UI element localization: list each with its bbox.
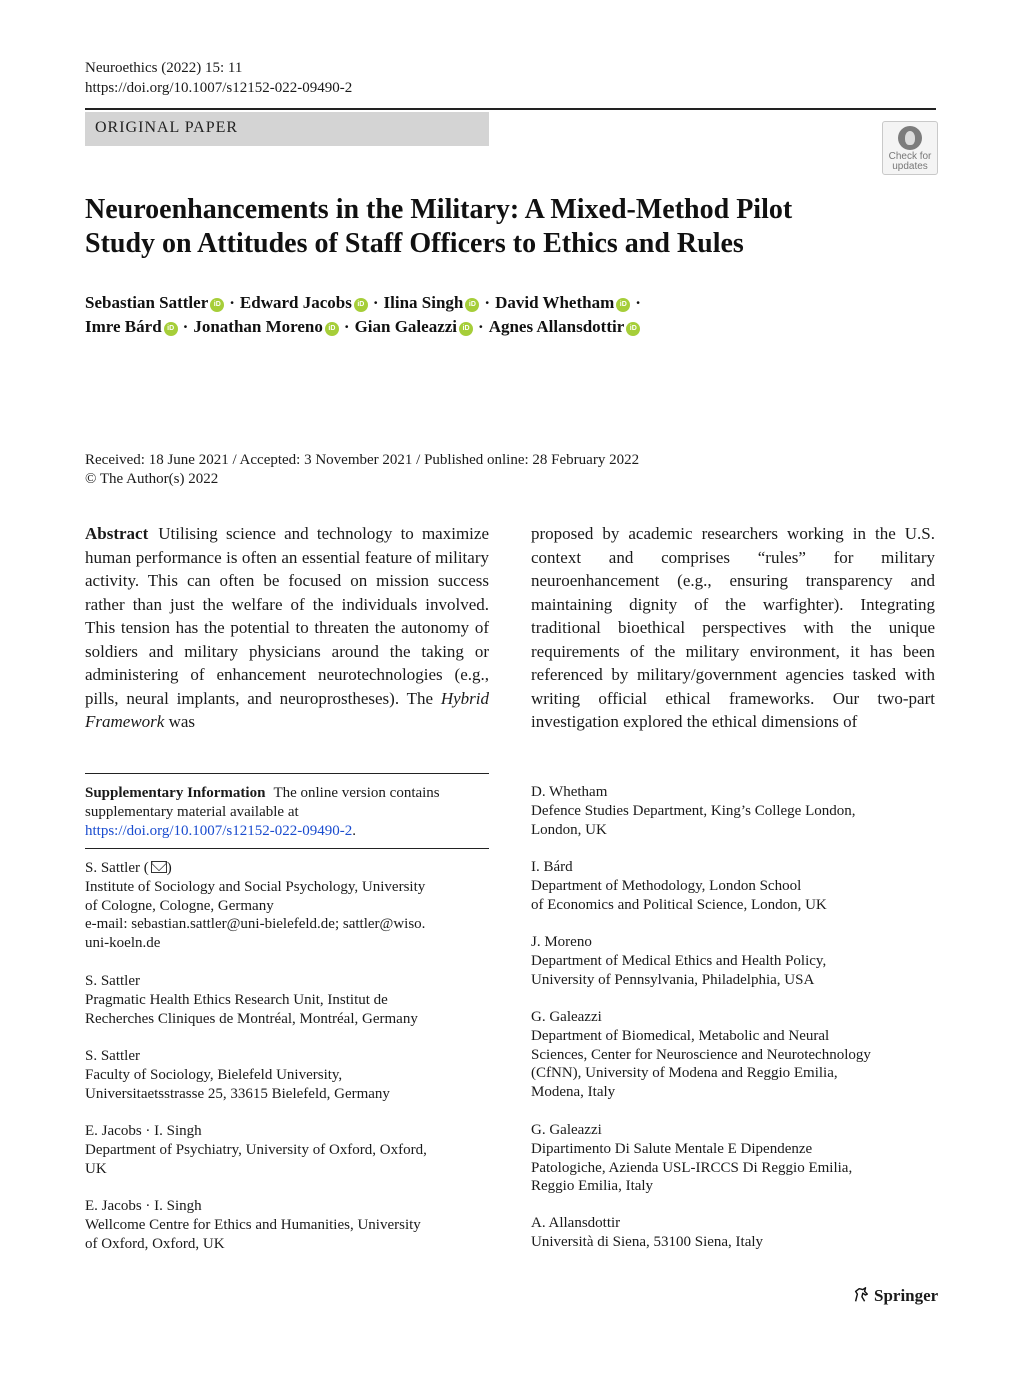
affiliation-block: I. Bárd Department of Methodology, London School of Economics and Political Science, London, UK: [531, 859, 827, 913]
orcid-icon[interactable]: iD: [459, 322, 473, 336]
orcid-icon[interactable]: iD: [354, 298, 368, 312]
affiliation-block: S. Sattler Pragmatic Health Ethics Research Unit, Institut de Recherches Cliniques de Montréal, Montréal, Germany: [85, 973, 418, 1027]
orcid-icon[interactable]: iD: [325, 322, 339, 336]
author-name[interactable]: Edward Jacobs: [239, 293, 352, 312]
affiliation-block: S. Sattler Faculty of Sociology, Bielefeld University, Universitaetsstrasse 25, 33615 Bielefeld, Germany: [85, 1048, 390, 1102]
doi-line: https://doi.org/10.1007/s12152-022-09490-2: [85, 80, 353, 96]
supplementary-label: Supplementary Information: [85, 785, 266, 801]
author-list: [85, 291, 945, 339]
journal-citation: Neuroethics (2022) 15: 11: [85, 60, 243, 76]
footnote-rule: [85, 773, 489, 774]
affiliation-block: S. Sattler ( ) Institute of Sociology and Social Psychology, University of Cologne, Cologne, Germany e-mail: sebastian.sattler@uni-bielefeld.de; sattler@wiso. uni-koeln.de: [85, 860, 426, 952]
springer-horse-icon: [852, 1286, 870, 1304]
affiliation-block: A. Allansdottir Università di Siena, 53100 Siena, Italy: [531, 1215, 764, 1250]
affiliation-block: E. Jacobs · I. Singh Wellcome Centre for Ethics and Humanities, University of Oxford, Oxford, UK: [85, 1198, 421, 1252]
author-name[interactable]: Ilina Singh: [383, 293, 464, 312]
author-line-2: Imre Bárd iD · Jonathan Moreno iD · Gian Galeazzi iD · Agnes Allansdottir iD: [85, 315, 945, 339]
affiliation-block: E. Jacobs · I. Singh Department of Psychiatry, University of Oxford, Oxford, UK: [85, 1123, 427, 1177]
affiliation-block: D. Whetham Defence Studies Department, King’s College London, London, UK: [531, 784, 856, 838]
affiliation-block: G. Galeazzi Dipartimento Di Salute Mentale E Dipendenze Patologiche, Azienda USL-IRCCS Di Reggio Emilia, Reggio Emilia, Italy: [531, 1122, 853, 1195]
check-for-updates-badge[interactable]: [882, 121, 938, 175]
author-name[interactable]: David Whetham: [495, 293, 615, 312]
abstract-right-column: proposed by academic researchers working in the U.S. context and comprises “rules” for military neuroenhancement (e.g., ensuring transparency and maintaining dignity of the warfighter). Integrating traditional bioethical perspectives with the unique requirements of the military environment, it has been referenced by military/government agencies tasked with writing official ethical frameworks. Our two-part investigation explored the ethical dimensions of: [531, 524, 935, 731]
author-name[interactable]: Gian Galeazzi: [354, 317, 458, 336]
supplementary-information: Supplementary Information The online version contains supplementary material available at https://doi.org/10.1007/s12152-022-09490-2.: [85, 785, 440, 839]
orcid-icon[interactable]: iD: [626, 322, 640, 336]
author-line-1: Sebastian Sattler iD · Edward Jacobs iD · Ilina Singh iD · David Whetham iD ·: [85, 293, 641, 312]
article-type-bar: [85, 112, 489, 146]
abstract-label: Abstract: [85, 524, 149, 543]
supplementary-link[interactable]: https://doi.org/10.1007/s12152-022-09490-2: [85, 822, 353, 839]
abstract-left-column: Abstract Utilising science and technology to maximize human performance is often an essential feature of military activity. This can often be focused on mission success rather than just the welfare of the individuals involved. This tension has the potential to threaten the autonomy of soldiers and military physicians around the taking or administering of enhancement neurotechnologies (e.g., pills, neural implants, and neuroprostheses). The Hybrid Framework was: [85, 524, 489, 731]
orcid-icon[interactable]: iD: [616, 298, 630, 312]
springer-logo: Springer: [852, 1286, 938, 1306]
affiliation-block: G. Galeazzi Department of Biomedical, Metabolic and Neural Sciences, Center for Neuroscience and Neurotechnology (CfNN), University of Modena and Reggio Emilia, Modena, Italy: [531, 1009, 871, 1101]
check-updates-label: Check for updates: [888, 151, 932, 172]
author-name[interactable]: Sebastian Sattler: [85, 293, 209, 312]
footnote-rule: [85, 848, 489, 849]
check-updates-icon: [898, 126, 922, 150]
affiliation-block: J. Moreno Department of Medical Ethics and Health Policy, University of Pennsylvania, Philadelphia, USA: [531, 934, 827, 988]
article-type-label: ORIGINAL PAPER: [95, 119, 239, 136]
hybrid-framework-term: Hybrid Framework: [85, 688, 489, 731]
author-name[interactable]: Agnes Allansdottir: [488, 317, 625, 336]
publication-dates: Received: 18 June 2021 / Accepted: 3 November 2021 / Published online: 28 February 2022 © The Author(s) 2022: [85, 452, 640, 487]
author-name[interactable]: Imre Bárd: [85, 317, 162, 336]
author-name[interactable]: Jonathan Moreno: [193, 317, 323, 336]
orcid-icon[interactable]: iD: [164, 322, 178, 336]
envelope-icon[interactable]: [151, 861, 167, 873]
orcid-icon[interactable]: iD: [210, 298, 224, 312]
orcid-icon[interactable]: iD: [465, 298, 479, 312]
header-rule: [85, 108, 936, 110]
paper-title: Neuroenhancements in the Military: A Mixed-Method Pilot Study on Attitudes of Staff Officers to Ethics and Rules: [85, 194, 793, 259]
